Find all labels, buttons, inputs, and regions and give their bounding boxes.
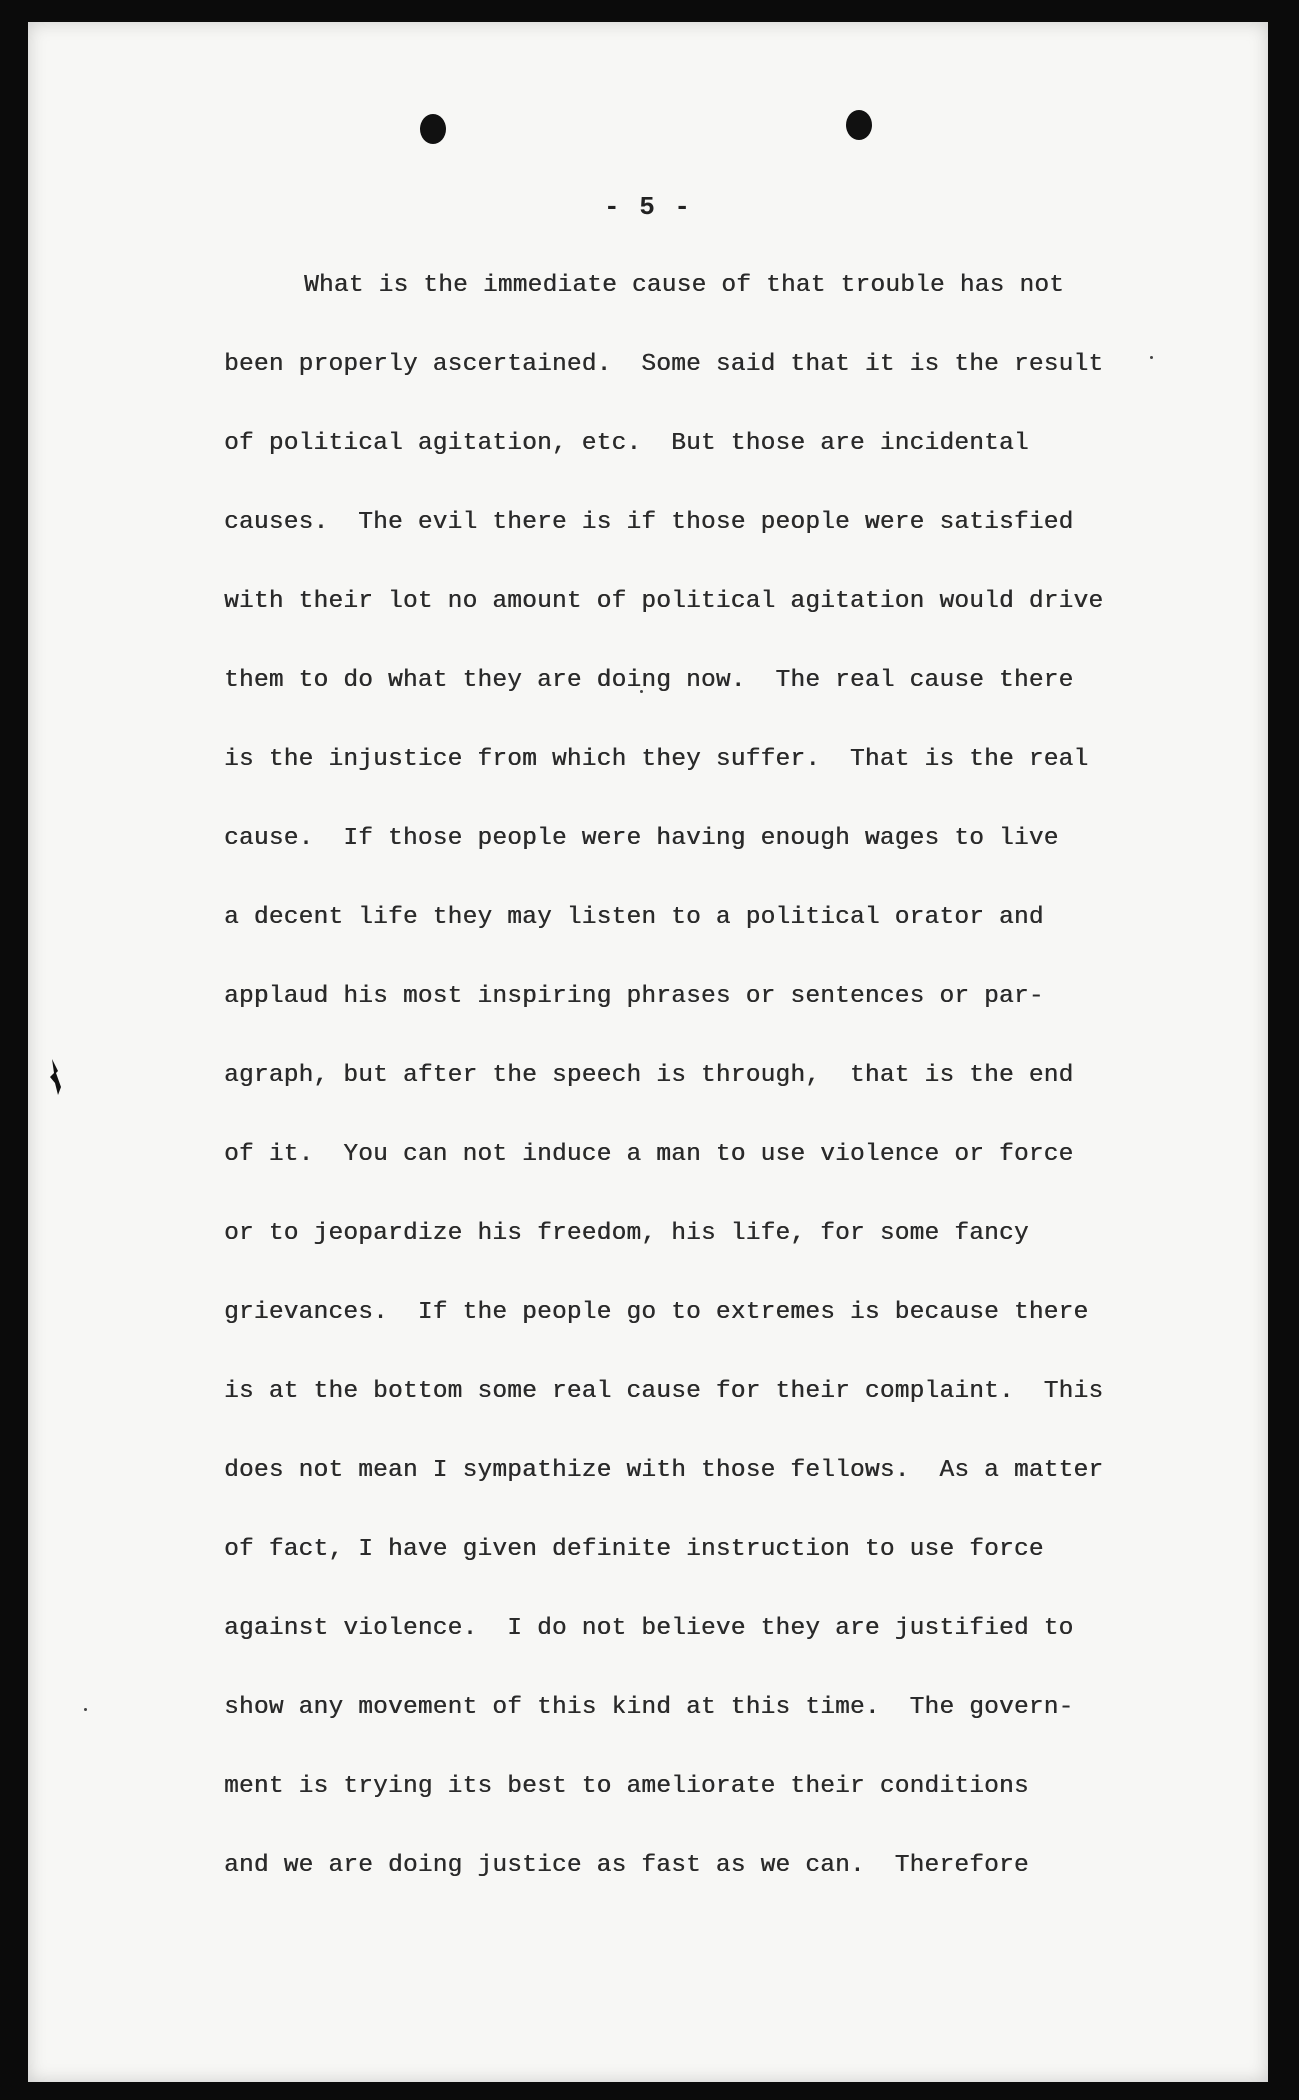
page-number: - 5 - <box>603 192 692 222</box>
text-line: grievances. If the people go to extremes is because there <box>224 1299 1089 1326</box>
text-line: of political agitation, etc. But those are incidental <box>224 430 1029 457</box>
text-line: with their lot no amount of political agitation would drive <box>224 588 1104 615</box>
text-line: causes. The evil there is if those people were satisfied <box>224 509 1074 536</box>
text-line: of fact, I have given definite instruction to use force <box>224 1536 1044 1563</box>
punch-hole-right <box>846 110 872 140</box>
text-line: ment is trying its best to ameliorate their conditions <box>224 1773 1029 1800</box>
text-line: of it. You can not induce a man to use violence or force <box>224 1141 1074 1168</box>
text-line: cause. If those people were having enough wages to live <box>224 825 1059 852</box>
text-line: them to do what they are doing now. The real cause there <box>224 667 1074 694</box>
text-line: and we are doing justice as fast as we can. Therefore <box>224 1852 1029 1879</box>
text-line: or to jeopardize his freedom, his life, for some fancy <box>224 1220 1029 1247</box>
text-line: is at the bottom some real cause for their complaint. This <box>224 1378 1104 1405</box>
text-line: against violence. I do not believe they are justified to <box>224 1615 1074 1642</box>
text-line: a decent life they may listen to a political orator and <box>224 904 1044 931</box>
punch-hole-left <box>420 114 446 144</box>
document-page <box>28 22 1268 2082</box>
text-line: What is the immediate cause of that trouble has not <box>304 272 1065 299</box>
text-line: is the injustice from which they suffer. That is the real <box>224 746 1089 773</box>
text-line: does not mean I sympathize with those fellows. As a matter <box>224 1457 1104 1484</box>
ink-speck <box>84 1708 87 1711</box>
text-line: show any movement of this kind at this time. The govern- <box>224 1694 1074 1721</box>
margin-ink-mark <box>46 1057 64 1097</box>
typed-paragraph <box>224 246 1184 1905</box>
text-line: agraph, but after the speech is through, that is the end <box>224 1062 1074 1089</box>
text-line: applaud his most inspiring phrases or sentences or par- <box>224 983 1044 1010</box>
text-line: been properly ascertained. Some said that it is the result <box>224 351 1104 378</box>
